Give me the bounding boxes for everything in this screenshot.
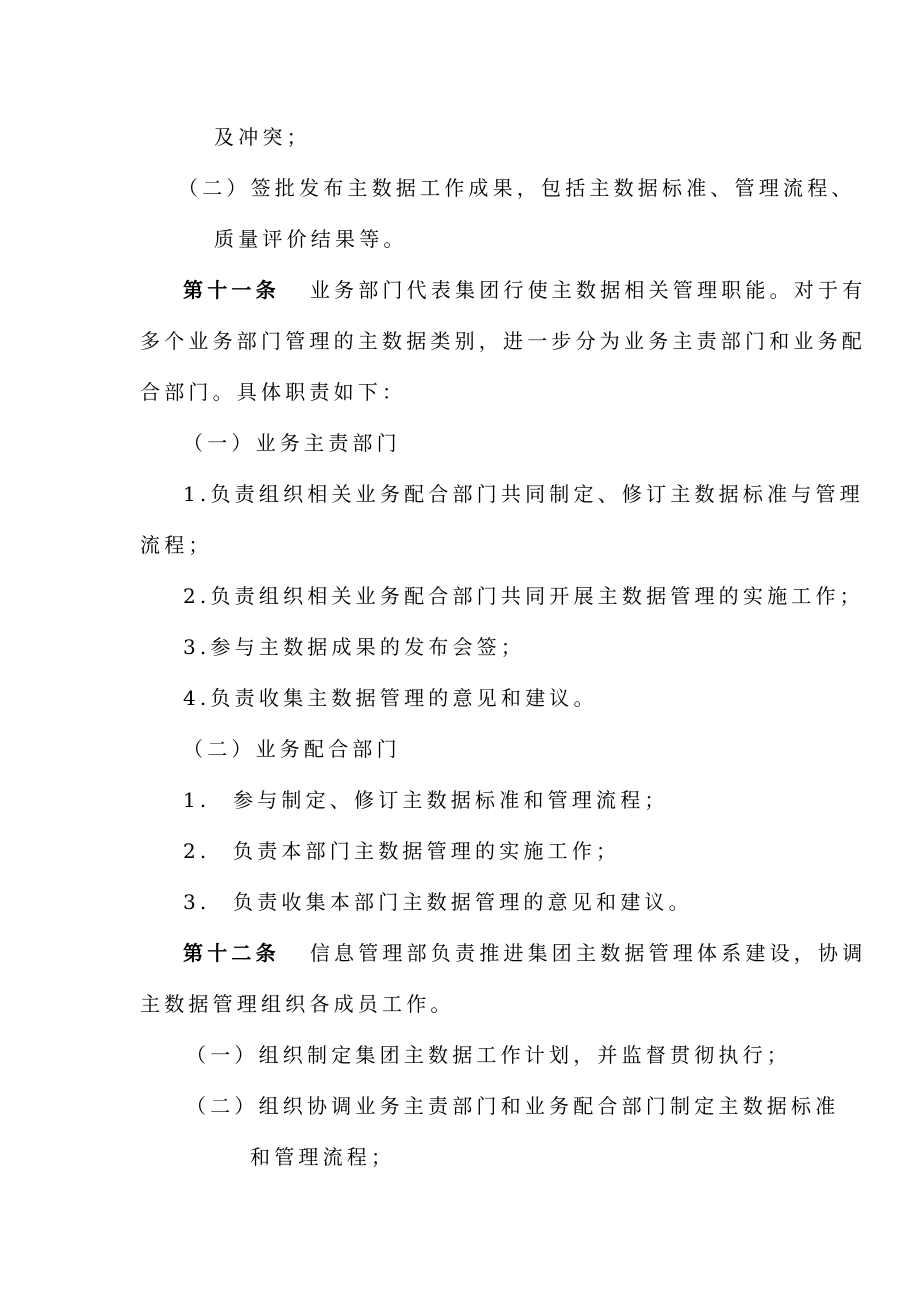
article-12-line-2: 主数据管理组织各成员工作。 [140, 992, 455, 1016]
item-number: 2. [183, 839, 211, 863]
section-1-item-3: 3.参与主数据成果的发布会签； [183, 635, 526, 659]
article-11-line-1 [183, 277, 866, 303]
article-12-item-2-continuation: 和管理流程； [250, 1145, 396, 1169]
article-11-heading: 第十一条 [183, 278, 280, 302]
clause-item-continuation: 质量评价结果等。 [214, 227, 408, 251]
section-1-item-2: 2.负责组织相关业务配合部门共同开展主数据管理的实施工作； [183, 584, 864, 608]
section-2-item-2 [183, 838, 620, 864]
item-number: 1. [183, 788, 211, 812]
item-number: 3. [183, 890, 211, 914]
item-text: 负责收集本部门主数据管理的意见和建议。 [233, 890, 693, 914]
article-12-item-1: （一）组织制定集团主数据工作计划，并监督贯彻执行； [186, 1043, 791, 1067]
section-1-item-1-continuation: 流程； [140, 533, 213, 557]
section-2-title: （二）业务配合部门 [183, 737, 401, 761]
article-11-line-3: 合部门。具体职责如下： [140, 380, 407, 404]
continuation-line: 及冲突； [214, 125, 311, 149]
article-12-heading: 第十二条 [183, 941, 280, 965]
item-text: 参与制定、修订主数据标准和管理流程； [233, 788, 669, 812]
article-12-line-1 [183, 940, 866, 966]
section-1-title: （一）业务主责部门 [183, 431, 401, 455]
clause-item: （二）签批发布主数据工作成果，包括主数据标准、管理流程、 [178, 176, 856, 200]
section-2-item-3 [183, 889, 693, 915]
item-text: 负责本部门主数据管理的实施工作； [233, 839, 621, 863]
section-1-item-1: 1.负责组织相关业务配合部门共同制定、修订主数据标准与管理 [183, 482, 864, 506]
article-12-item-2: （二）组织协调业务主责部门和业务配合部门制定主数据标准 [186, 1094, 840, 1118]
article-12-text: 信息管理部负责推进集团主数据管理体系建设，协调 [309, 941, 867, 965]
section-1-item-4: 4.负责收集主数据管理的意见和建议。 [183, 686, 598, 710]
article-11-line-2: 多个业务部门管理的主数据类别，进一步分为业务主责部门和业务配 [140, 329, 866, 353]
section-2-item-1 [183, 787, 669, 813]
article-11-text: 业务部门代表集团行使主数据相关管理职能。对于有 [309, 278, 867, 302]
